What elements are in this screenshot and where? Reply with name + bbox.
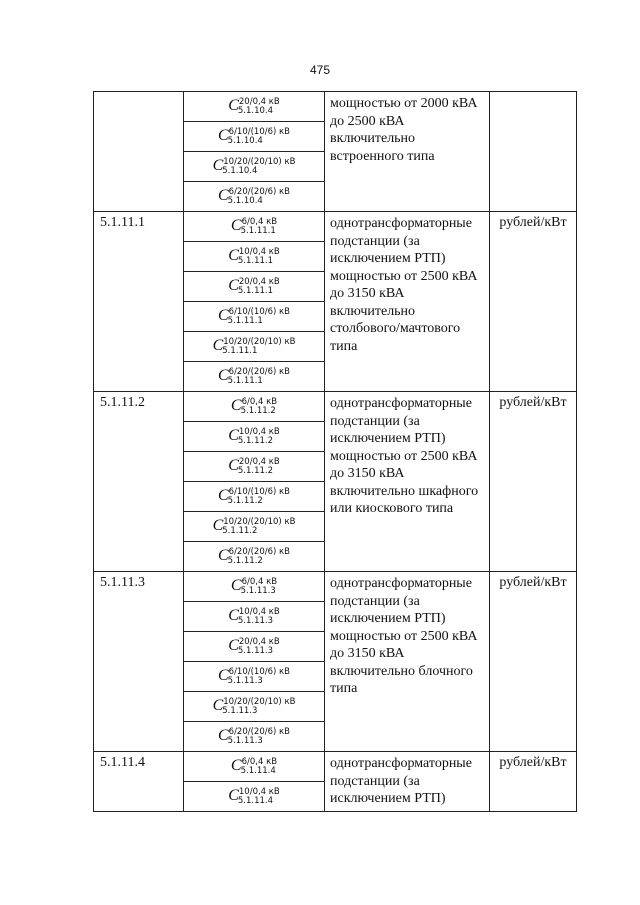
item-code: 5.1.11.1	[94, 212, 184, 392]
rate-symbol	[184, 122, 325, 152]
symbol-superscript: 20/0,4 кВ	[238, 96, 280, 107]
symbol-superscript: 10/0,4 кВ	[238, 786, 280, 797]
symbol-superscript: 10/20/(20/10) кВ	[223, 156, 296, 167]
symbol-subscript: 5.1.10.4	[222, 165, 258, 176]
symbol-letter: C	[228, 247, 239, 265]
rate-symbol	[184, 332, 325, 362]
item-code: 5.1.11.2	[94, 392, 184, 572]
tariff-table	[93, 91, 577, 812]
symbol-superscript: 20/0,4 кВ	[238, 636, 280, 647]
rate-symbol	[184, 512, 325, 542]
item-description: однотрансформаторные подстанции (за исключением РТП)	[325, 752, 490, 812]
symbol-letter: C	[212, 517, 224, 535]
symbol-subscript: 5.1.11.3	[237, 645, 274, 656]
symbol-letter: C	[212, 697, 224, 715]
symbol-superscript: 6/20/(20/6) кВ	[228, 546, 290, 557]
symbol-superscript: 10/0,4 кВ	[238, 426, 280, 437]
rate-symbol	[184, 152, 325, 182]
table-row	[94, 92, 577, 122]
symbol-subscript: 5.1.11.1	[240, 225, 276, 236]
symbol-superscript: 6/10/(10/6) кВ	[228, 126, 290, 137]
symbol-letter: C	[228, 637, 239, 655]
rate-symbol	[184, 722, 325, 752]
rate-symbol	[184, 92, 325, 122]
symbol-letter: C	[217, 727, 229, 745]
item-description: однотрансформаторные подстанции (за исключением РТП) мощностью от 2500 кВА до 3150 кВА включительно шкафного или киоскового типа	[325, 392, 490, 572]
symbol-superscript: 6/0,4 кВ	[241, 756, 278, 767]
rate-symbol	[184, 362, 325, 392]
rate-symbol	[184, 482, 325, 512]
symbol-subscript: 5.1.11.2	[237, 465, 274, 476]
item-unit: рублей/кВт	[490, 572, 577, 752]
symbol-superscript: 6/10/(10/6) кВ	[228, 486, 290, 497]
item-description: мощностью от 2000 кВА до 2500 кВА включительно встроенного типа	[325, 92, 490, 212]
rate-symbol	[184, 542, 325, 572]
item-code	[94, 92, 184, 212]
symbol-subscript: 5.1.11.1	[227, 375, 263, 386]
rate-symbol	[184, 452, 325, 482]
table-row	[94, 752, 577, 782]
symbol-superscript: 10/0,4 кВ	[238, 246, 280, 257]
symbol-superscript: 10/0,4 кВ	[238, 606, 280, 617]
tariff-table-body	[94, 92, 577, 812]
symbol-letter: C	[212, 337, 224, 355]
symbol-superscript: 6/20/(20/6) кВ	[228, 186, 290, 197]
symbol-letter: C	[228, 427, 239, 445]
item-unit: рублей/кВт	[490, 212, 577, 392]
rate-symbol	[184, 572, 325, 602]
symbol-subscript: 5.1.11.2	[227, 495, 263, 506]
symbol-subscript: 5.1.10.4	[237, 105, 274, 116]
table-row	[94, 392, 577, 422]
symbol-letter: C	[228, 607, 239, 625]
item-code: 5.1.11.3	[94, 572, 184, 752]
rate-symbol	[184, 182, 325, 212]
table-row	[94, 572, 577, 602]
symbol-superscript: 20/0,4 кВ	[238, 276, 280, 287]
rate-symbol	[184, 392, 325, 422]
rate-symbol	[184, 692, 325, 722]
symbol-subscript: 5.1.11.1	[222, 345, 258, 356]
rate-symbol	[184, 242, 325, 272]
symbol-letter: C	[230, 217, 242, 235]
symbol-superscript: 6/20/(20/6) кВ	[228, 726, 290, 737]
item-unit: рублей/кВт	[490, 392, 577, 572]
symbol-subscript: 5.1.11.1	[237, 285, 274, 296]
symbol-superscript: 6/10/(10/6) кВ	[228, 666, 290, 677]
symbol-letter: C	[228, 277, 239, 295]
rate-symbol	[184, 212, 325, 242]
rate-symbol	[184, 272, 325, 302]
item-unit	[490, 92, 577, 212]
symbol-subscript: 5.1.11.4	[240, 765, 276, 776]
symbol-letter: C	[217, 547, 229, 565]
symbol-letter: C	[217, 127, 229, 145]
symbol-subscript: 5.1.10.4	[227, 135, 263, 146]
symbol-subscript: 5.1.11.1	[227, 315, 263, 326]
rate-symbol	[184, 602, 325, 632]
symbol-superscript: 20/0,4 кВ	[238, 456, 280, 467]
symbol-subscript: 5.1.11.4	[237, 795, 274, 806]
symbol-superscript: 6/0,4 кВ	[241, 216, 278, 227]
item-description: однотрансформаторные подстанции (за исключением РТП) мощностью от 2500 кВА до 3150 кВА включительно столбового/мачтового типа	[325, 212, 490, 392]
symbol-subscript: 5.1.11.2	[240, 405, 276, 416]
symbol-subscript: 5.1.10.4	[227, 195, 263, 206]
table-row	[94, 212, 577, 242]
symbol-letter: C	[217, 487, 229, 505]
rate-symbol	[184, 782, 325, 812]
item-unit: рублей/кВт	[490, 752, 577, 812]
symbol-letter: C	[230, 757, 242, 775]
symbol-letter: C	[212, 157, 224, 175]
symbol-letter: C	[217, 307, 229, 325]
rate-symbol	[184, 632, 325, 662]
symbol-subscript: 5.1.11.3	[227, 675, 263, 686]
rate-symbol	[184, 662, 325, 692]
rate-symbol	[184, 302, 325, 332]
symbol-letter: C	[230, 397, 242, 415]
symbol-letter: C	[228, 457, 239, 475]
symbol-letter: C	[228, 97, 239, 115]
symbol-superscript: 6/10/(10/6) кВ	[228, 306, 290, 317]
symbol-letter: C	[217, 367, 229, 385]
rate-symbol	[184, 422, 325, 452]
symbol-superscript: 6/20/(20/6) кВ	[228, 366, 290, 377]
symbol-superscript: 6/0,4 кВ	[241, 576, 278, 587]
rate-symbol	[184, 752, 325, 782]
symbol-letter: C	[217, 667, 229, 685]
symbol-subscript: 5.1.11.3	[237, 615, 274, 626]
symbol-subscript: 5.1.11.2	[237, 435, 274, 446]
symbol-subscript: 5.1.11.3	[222, 705, 258, 716]
symbol-subscript: 5.1.11.3	[227, 735, 263, 746]
symbol-letter: C	[230, 577, 242, 595]
symbol-superscript: 10/20/(20/10) кВ	[223, 516, 296, 527]
symbol-superscript: 6/0,4 кВ	[241, 396, 278, 407]
item-code: 5.1.11.4	[94, 752, 184, 812]
symbol-letter: C	[228, 787, 239, 805]
symbol-subscript: 5.1.11.2	[227, 555, 263, 566]
page-number: 475	[309, 63, 331, 77]
symbol-subscript: 5.1.11.1	[237, 255, 274, 266]
symbol-letter: C	[217, 187, 229, 205]
symbol-subscript: 5.1.11.2	[222, 525, 258, 536]
symbol-subscript: 5.1.11.3	[240, 585, 276, 596]
symbol-superscript: 10/20/(20/10) кВ	[223, 696, 296, 707]
symbol-superscript: 10/20/(20/10) кВ	[223, 336, 296, 347]
item-description: однотрансформаторные подстанции (за исключением РТП) мощностью от 2500 кВА до 3150 кВА включительно блочного типа	[325, 572, 490, 752]
